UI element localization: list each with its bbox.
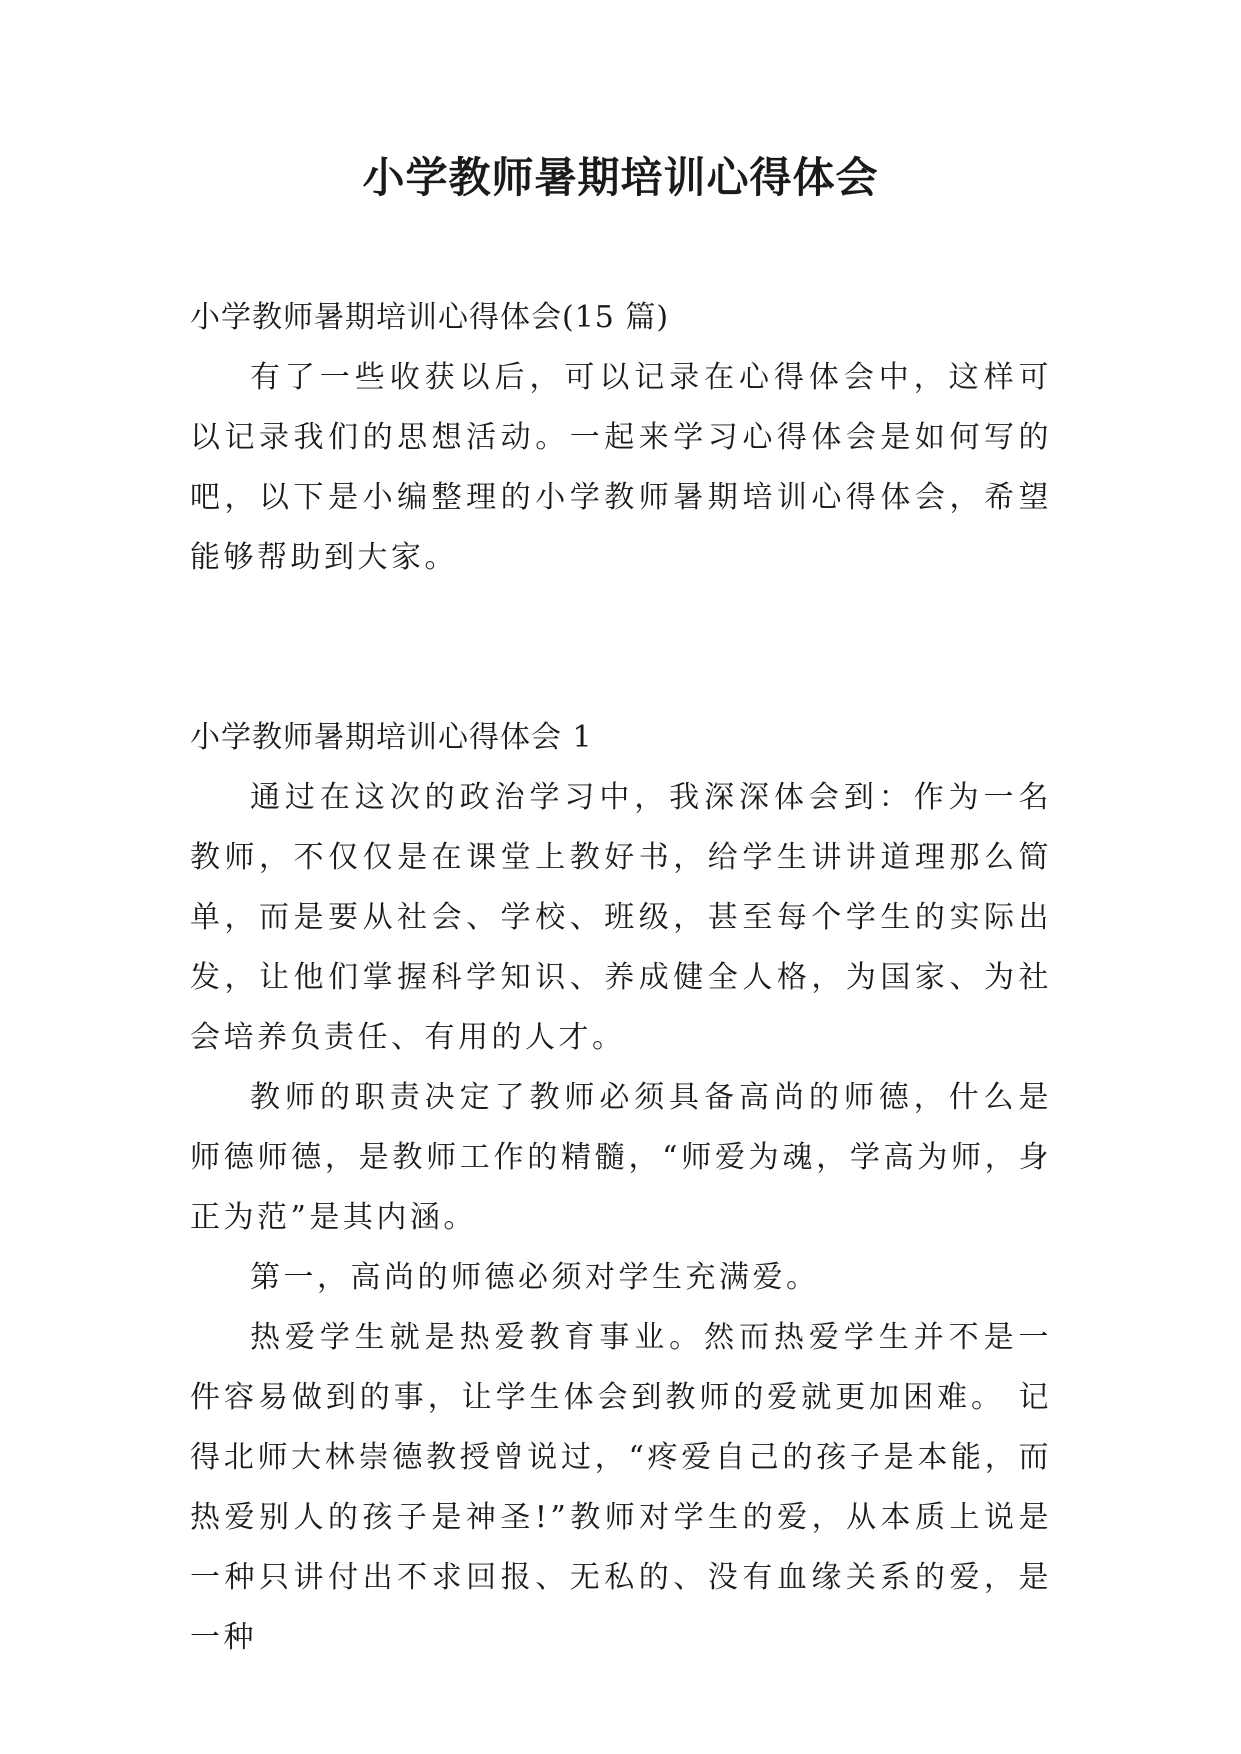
intro-paragraph: 有了一些收获以后，可以记录在心得体会中，这样可以记录我们的思想活动。一起来学习心得体会是如何写的吧，以下是小编整理的小学教师暑期培训心得体会，希望能够帮助到大家。 [190, 360, 1052, 575]
section-paragraph: 通过在这次的政治学习中，我深深体会到：作为一名教师，不仅仅是在课堂上教好书，给学生讲讲道理那么简单，而是要从社会、学校、班级，甚至每个学生的实际出发，让他们掌握科学知识、养成健全人格，为国家、为社会培养负责任、有用的人才。 [190, 780, 1052, 1055]
section-heading: 小学教师暑期培训心得体会 1 [190, 720, 593, 755]
section-gap [190, 588, 1052, 708]
section-paragraph: 第一，高尚的师德必须对学生充满爱。 [250, 1260, 820, 1295]
document-title: 小学教师暑期培训心得体会 [362, 153, 879, 202]
document-body [190, 288, 1052, 1668]
document-subtitle: 小学教师暑期培训心得体会(15 篇) [190, 300, 670, 335]
section-paragraph: 热爱学生就是热爱教育事业。然而热爱学生并不是一件容易做到的事，让学生体会到教师的爱就更加困难。 记得北师大林崇德教授曾说过，“疼爱自己的孩子是本能，而热爱别人的孩子是神圣!”教师对学生的爱，从本质上说是一种只讲付出不求回报、无私的、没有血缘关系的爱，是一种 [190, 1320, 1052, 1655]
section-paragraph: 教师的职责决定了教师必须具备高尚的师德，什么是师德师德，是教师工作的精髓，“师爱为魂，学高为师，身正为范”是其内涵。 [190, 1080, 1052, 1235]
